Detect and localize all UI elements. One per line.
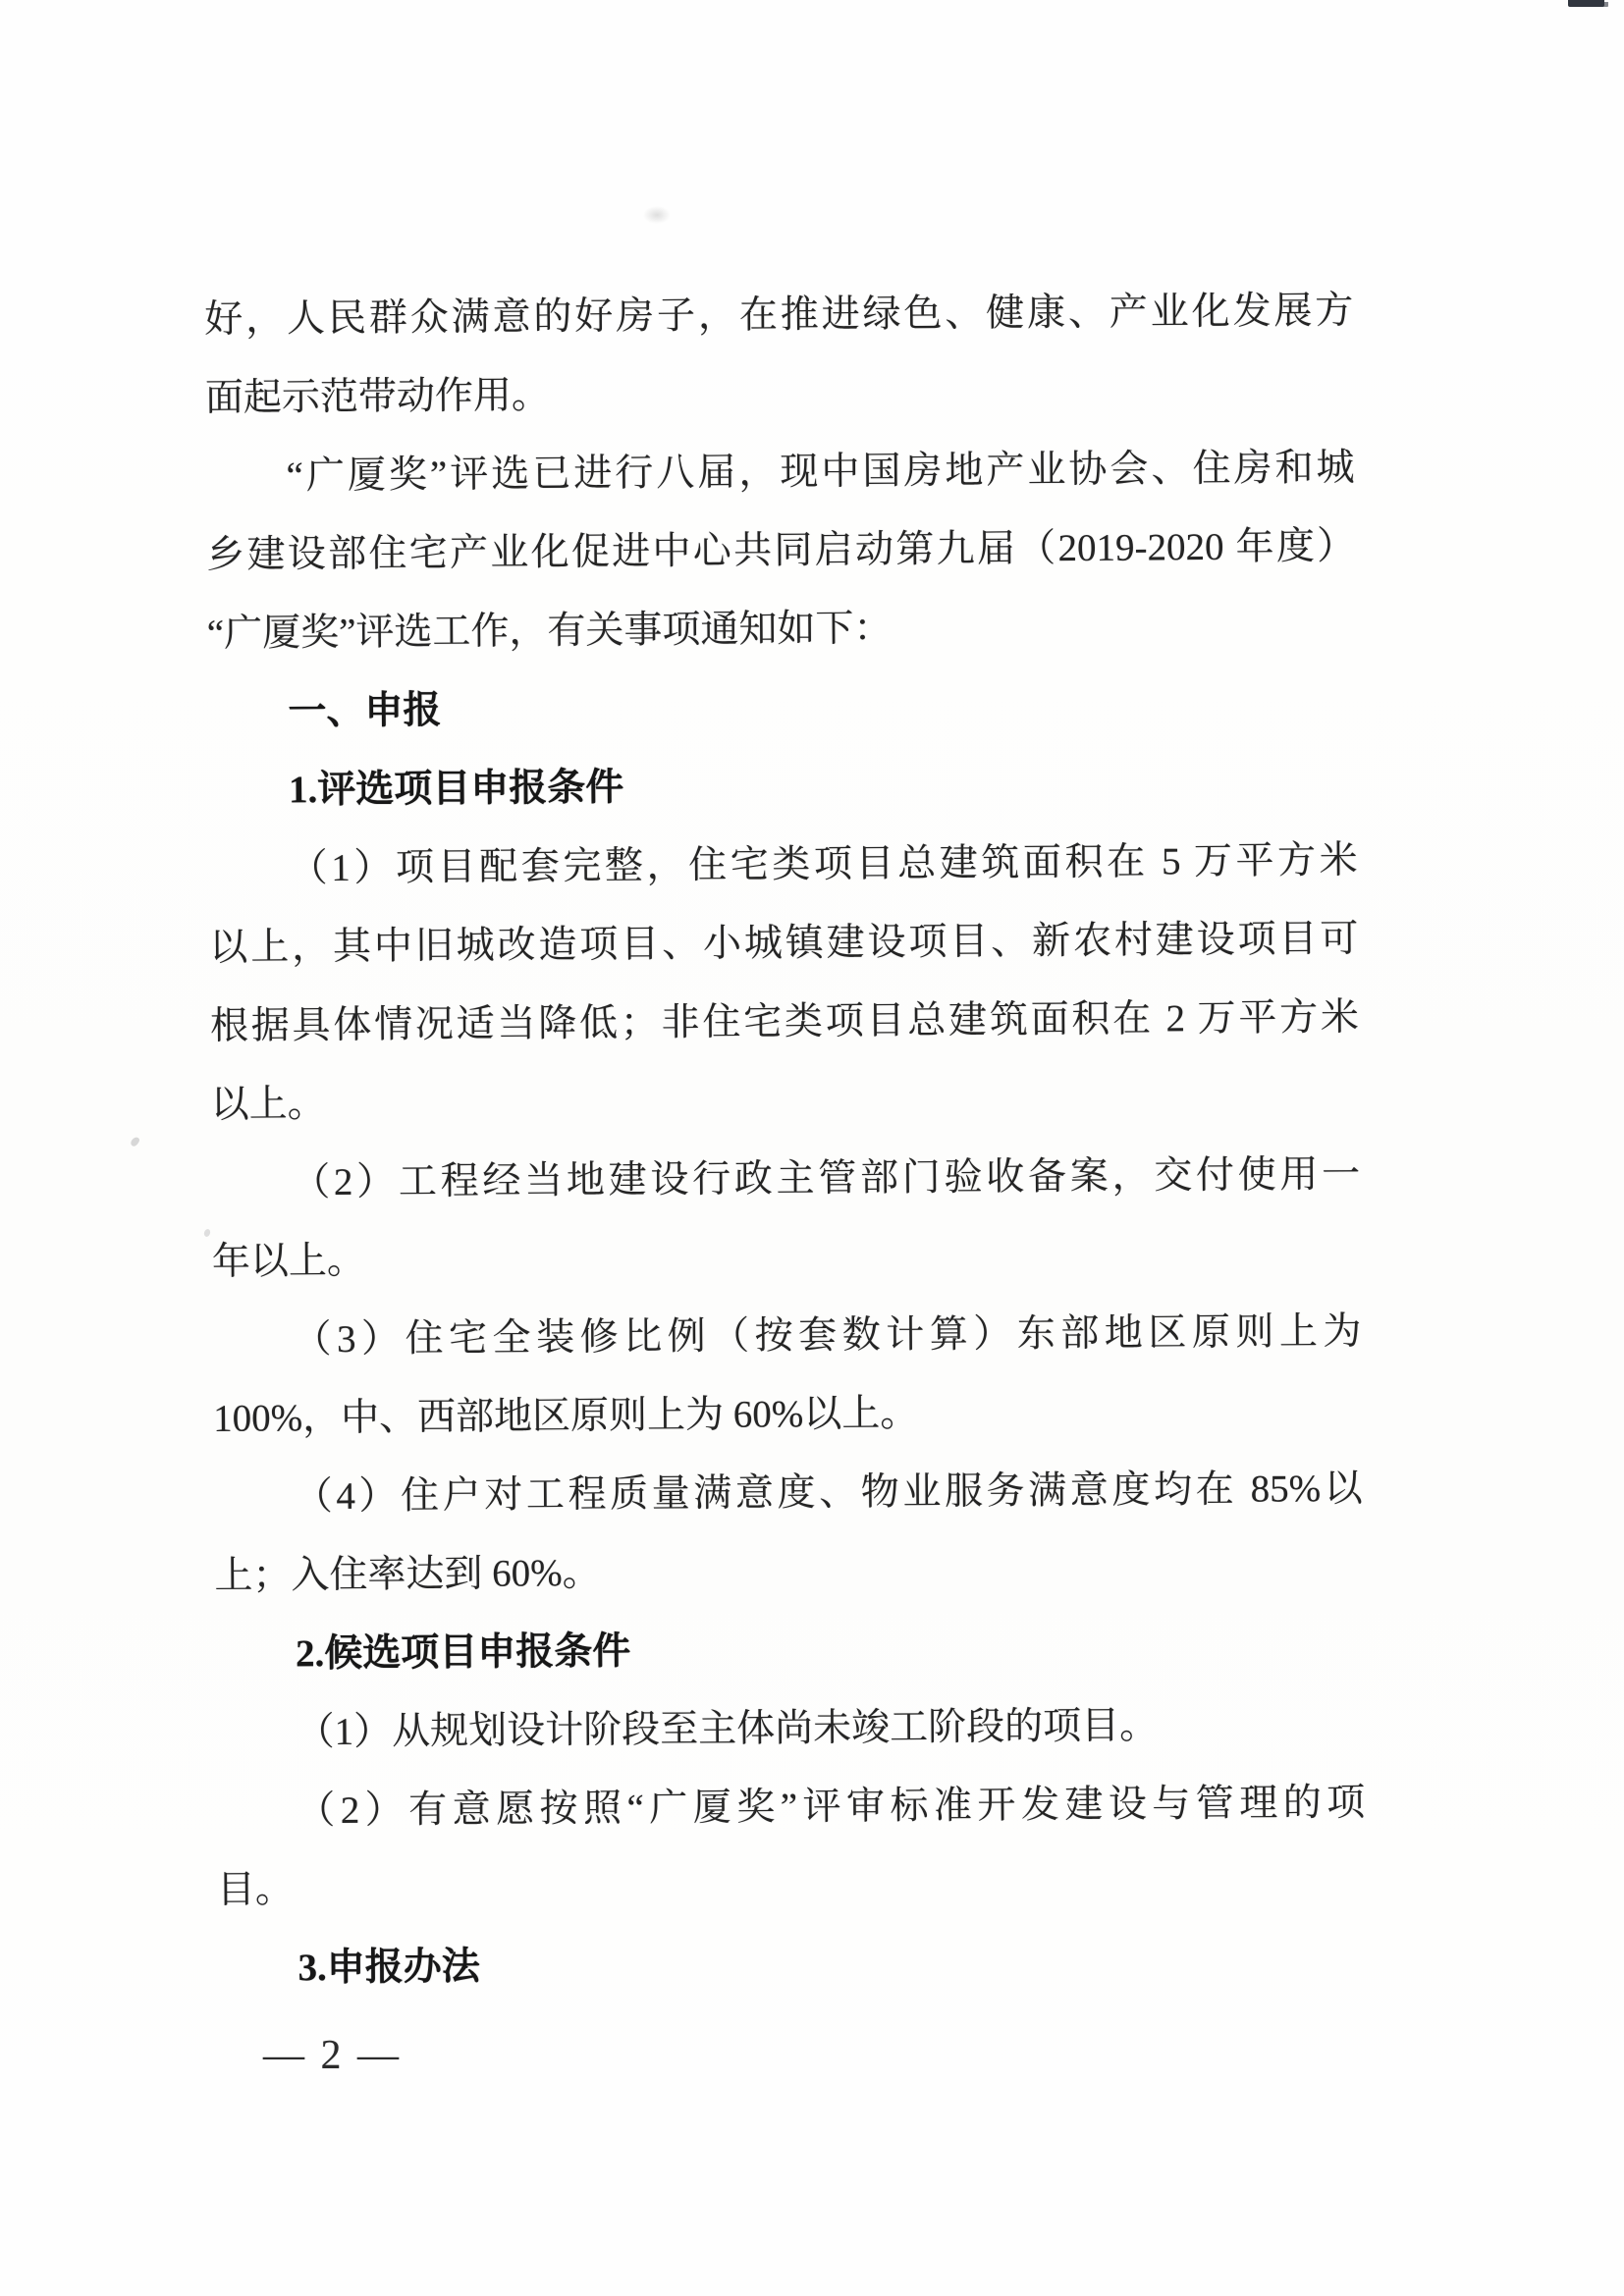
text-line: 乡建设部住宅产业化促进中心共同启动第九届（2019-2020 年度） (206, 524, 1356, 576)
section-heading (217, 1921, 1367, 2008)
text-line: 1.评选项目申报条件 (288, 766, 624, 812)
text-line: “广厦奖”评选已进行八届，现中国房地产业协会、住房和城 (286, 446, 1355, 498)
body-paragraph (216, 1764, 1366, 1930)
text-line: 目。 (216, 1868, 295, 1911)
text-line: （3）住宅全装修比例（按套数计算）东部地区原则上为 (293, 1309, 1362, 1362)
text-line: 2.候选项目申报条件 (295, 1629, 631, 1676)
body-paragraph (215, 1685, 1365, 1773)
body-paragraph (211, 1136, 1361, 1302)
text-line: “广厦奖”评选工作，有关事项通知如下： (206, 607, 893, 655)
body-paragraph (208, 822, 1359, 1145)
text-line: 一、申报 (288, 689, 442, 733)
text-line: 年以上。 (211, 1239, 366, 1283)
body-paragraph (205, 429, 1356, 673)
text-line: 以上，其中旧城改造项目、小城镇建设项目、新农村建设项目可 (209, 917, 1359, 969)
text-line: 上；入住率达到 60%。 (214, 1551, 601, 1597)
text-line: 面起示范带动作用。 (204, 374, 551, 419)
scan-speck (130, 1136, 140, 1148)
section-heading (208, 743, 1358, 830)
text-line: （2）工程经当地建设行政主管部门验收备案，交付使用一 (292, 1152, 1361, 1204)
body-paragraph (212, 1293, 1362, 1459)
text-line: （1）项目配套完整，住宅类项目总建筑面积在 5 万平方米 (289, 838, 1358, 890)
scan-artifact-corner-mark (1568, 0, 1604, 7)
document-text-block (204, 272, 1367, 2008)
text-line: 3.申报办法 (298, 1945, 480, 1990)
page-number: — 2 — (263, 2033, 402, 2078)
text-line: （1）从规划设计阶段至主体尚未竣工阶段的项目。 (296, 1704, 1159, 1754)
text-line: （2）有意愿按照“广厦奖”评审标准开发建设与管理的项 (297, 1781, 1366, 1833)
text-line: 以上。 (210, 1083, 326, 1126)
body-paragraph (204, 272, 1354, 438)
text-line: 100%，中、西部地区原则上为 60%以上。 (212, 1392, 919, 1440)
section-heading (215, 1607, 1365, 1694)
scan-speck (203, 1228, 211, 1238)
section-heading (207, 665, 1357, 752)
text-line: 根据具体情况适当降低；非住宅类项目总建筑面积在 2 万平方米 (209, 995, 1360, 1047)
body-paragraph (213, 1450, 1363, 1616)
text-line: （4）住户对工程质量满意度、物业服务满意度均在 85%以 (294, 1467, 1363, 1519)
text-line: 好，人民群众满意的好房子，在推进绿色、健康、产业化发展方 (204, 289, 1354, 341)
scan-smudge (643, 206, 671, 224)
